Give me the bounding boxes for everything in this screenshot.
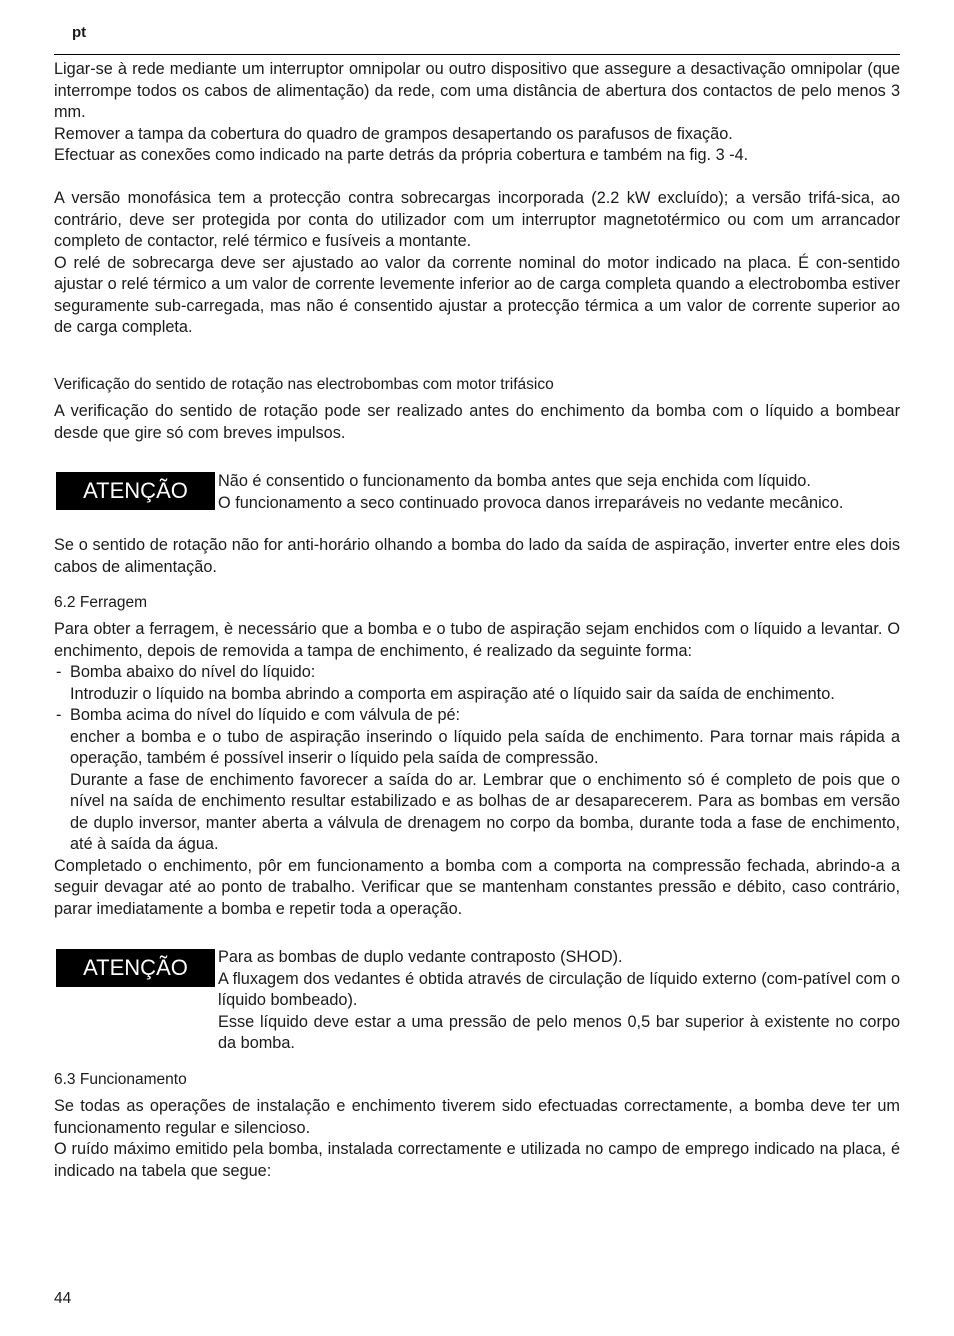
list-item-1-title: Bomba abaixo do nível do líquido: (70, 663, 316, 681)
warning2-line-2: A fluxagem dos vedantes é obtida através de circulação de líquido externo (com-patível com o líquido bombeado). (218, 969, 900, 1009)
page-number: 44 (54, 1290, 72, 1307)
warning2-line-3: Esse líquido deve estar a uma pressão de pelo menos 0,5 bar superior à existente no corpo da bomba. (218, 1012, 900, 1052)
rotation-block (54, 401, 900, 444)
protection-paragraph-1: A versão monofásica tem a protecção contra sobrecargas incorporada (2.2 kW excluído); a versão trifá-sica, ao contrário, deve ser protegida por conta do utilizador com um interruptor magnetotérmico ou com um arrancador completo de contactor, relé térmico e fusíveis a montante. (54, 189, 900, 250)
warning1-line-2: O funcionamento a seco continuado provoca danos irreparáveis no vedante mecânico. (218, 493, 844, 512)
intro-paragraph-2: Remover a tampa da cobertura do quadro de grampos desapertando os parafusos de fixação. (54, 124, 733, 143)
warning-text-1 (218, 471, 900, 514)
warning1-line-1: Não é consentido o funcionamento da bomba antes que seja enchida com líquido. (218, 472, 811, 490)
operation-paragraph-1: Se todas as operações de instalação e enchimento tiverem sido efectuadas correctamente, a bomba deve ter um funcionamento regular e silencioso. (54, 1097, 900, 1137)
protection-block (54, 188, 900, 339)
intro-paragraph-1: Ligar-se à rede mediante um interruptor omnipolar ou outro dispositivo que assegure a desactivação omnipolar (que interrompe todos os cabos de alimentação) da rede, com uma distância de abertura dos contactos de pelo menos 3 mm. (54, 60, 900, 121)
section-6-3-block (54, 1096, 900, 1182)
section-6-2-heading: 6.2 Ferragem (54, 594, 148, 611)
list-item-above-level (54, 705, 900, 856)
intro-paragraph-3: Efectuar as conexões como indicado na parte detrás da própria cobertura e também na fig. 3 -4. (54, 146, 749, 164)
list-dash: - (56, 663, 62, 681)
warning-label-1: ATENÇÃO (56, 472, 215, 510)
section-6-3-heading: 6.3 Funcionamento (54, 1071, 187, 1088)
list-item-2-text-2: Durante a fase de enchimento favorecer a saída do ar. Lembrar que o enchimento só é completo de pois que o nível na saída de enchimento resultar estabilizado e as bolhas de ar desaparecerem. Para as bombas em versão de duplo inversor, manter aberta a válvula de drenagem no corpo da bomba, durante toda a fase de enchimento, até à saída da água. (70, 770, 900, 853)
intro-block (54, 59, 900, 167)
warning-label-2: ATENÇÃO (56, 949, 215, 987)
list-item-1-text: Introduzir o líquido na bomba abrindo a comporta em aspiração até o líquido sair da saída de enchimento. (70, 684, 835, 703)
list-dash: - (56, 706, 62, 724)
rotation-heading: Verificação do sentido de rotação nas electrobombas com motor trifásico (54, 376, 554, 393)
language-tag: pt (72, 24, 87, 41)
warning2-line-1: Para as bombas de duplo vedante contraposto (SHOD). (218, 948, 623, 966)
priming-closing: Completado o enchimento, pôr em funcionamento a bomba com a comporta na compressão fechada, abrindo-a a seguir devagar até ao ponto de trabalho. Verificar que se mantenham constantes pressão e débito, caso contrário, parar imediatamente a bomba e repetir toda a operação. (54, 856, 900, 918)
list-item-2-text-1: encher a bomba e o tubo de aspiração inserindo o líquido pela saída de enchimento. Para tornar mais rápida a operação, também é possível inserir o líquido pela saída de compressão. (70, 727, 900, 767)
list-item-below-level (54, 662, 900, 705)
rotation-paragraph: A verificação do sentido de rotação pode ser realizado antes do enchimento da bomba com o líquido a bombear desde que gire só com breves impulsos. (54, 402, 900, 442)
section-6-2-block (54, 619, 900, 920)
rotation-after-block (54, 535, 900, 578)
warning-text-2 (218, 947, 900, 1055)
protection-paragraph-2: O relé de sobrecarga deve ser ajustado ao valor da corrente nominal do motor indicado na placa. É con-sentido ajustar o relé térmico a um valor de corrente levemente inferior ao de carga completa quando a electrobomba estiver seguramente sub-carregada, mas não é consentido ajustar a protecção térmica a um valor de corrente superior ao de carga completa. (54, 253, 900, 336)
rotation-after-paragraph: Se o sentido de rotação não for anti-horário olhando a bomba do lado da saída de aspiração, inverter entre eles dois cabos de alimentação. (54, 536, 900, 576)
header-rule (54, 54, 900, 55)
operation-paragraph-2: O ruído máximo emitido pela bomba, instalada correctamente e utilizada no campo de emprego indicado na placa, é indicado na tabela que segue: (54, 1140, 900, 1180)
priming-intro: Para obter a ferragem, è necessário que a bomba e o tubo de aspiração sejam enchidos com o líquido a levantar. O enchimento, depois de removida a tampa de enchimento, é realizado da seguinte forma: (54, 620, 900, 660)
list-item-2-title: Bomba acima do nível do líquido e com válvula de pé: (70, 706, 461, 724)
